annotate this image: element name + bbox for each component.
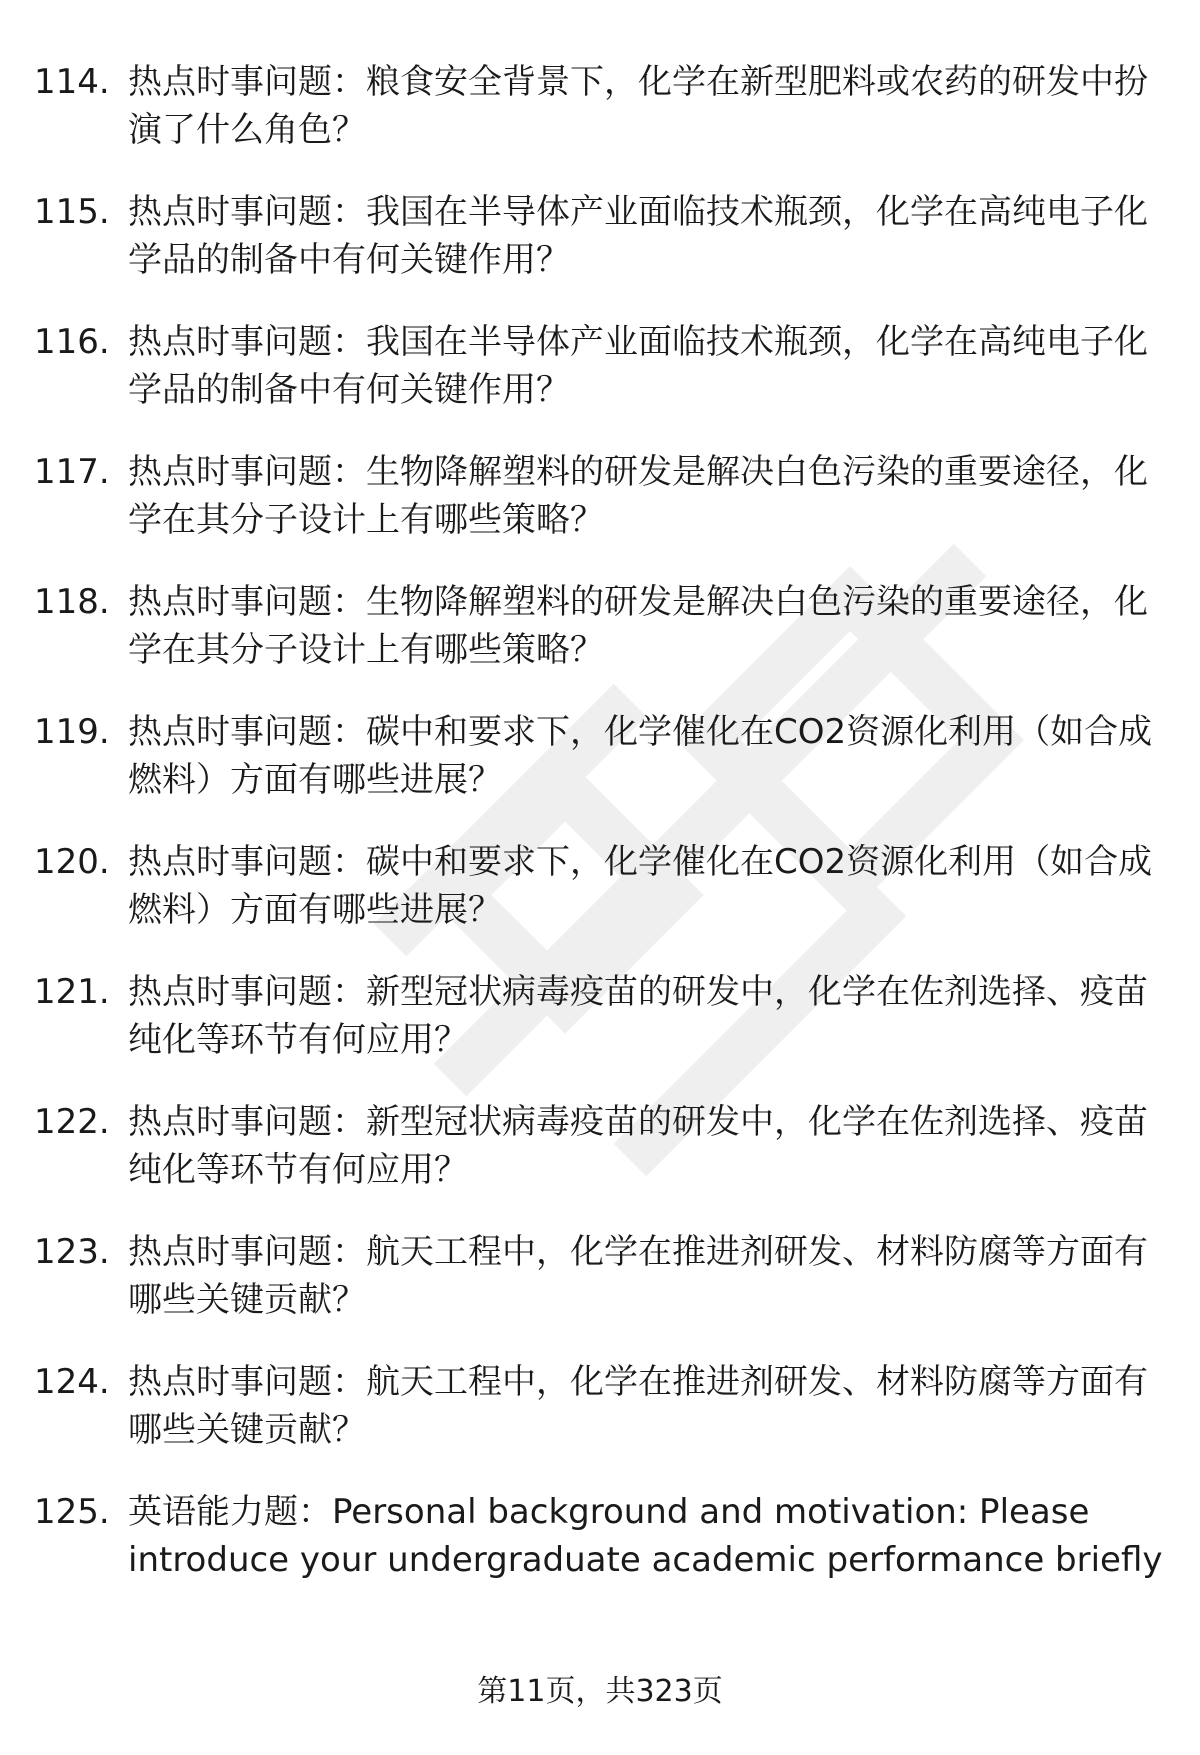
question-item: [34, 188, 1174, 284]
question-text: 热点时事问题：新型冠状病毒疫苗的研发中，化学在佐剂选择、疫苗纯化等环节有何应用？: [128, 972, 1148, 1060]
question-text: 热点时事问题：生物降解塑料的研发是解决白色污染的重要途径，化学在其分子设计上有哪些策略？: [128, 582, 1148, 670]
question-item: [34, 58, 1174, 154]
question-text: 热点时事问题：粮食安全背景下，化学在新型肥料或农药的研发中扮演了什么角色？: [128, 62, 1148, 150]
question-item: [34, 448, 1174, 544]
question-text: 热点时事问题：我国在半导体产业面临技术瓶颈，化学在高纯电子化学品的制备中有何关键作用？: [128, 192, 1148, 280]
question-number: 125.: [34, 1492, 110, 1532]
question-item: [34, 578, 1174, 674]
question-number: 122.: [34, 1102, 110, 1142]
question-item: [34, 1098, 1174, 1194]
question-item: [34, 968, 1174, 1064]
page-footer: 第11页，共323页: [477, 1674, 723, 1709]
question-text: 热点时事问题：碳中和要求下，化学催化在CO2资源化利用（如合成燃料）方面有哪些进展？: [128, 712, 1153, 800]
question-text: 热点时事问题：碳中和要求下，化学催化在CO2资源化利用（如合成燃料）方面有哪些进展？: [128, 842, 1153, 930]
question-list: [34, 58, 1174, 1618]
question-text: 热点时事问题：生物降解塑料的研发是解决白色污染的重要途径，化学在其分子设计上有哪些策略？: [128, 452, 1148, 540]
question-item: [34, 1228, 1174, 1324]
question-item: [34, 708, 1174, 804]
question-text: 英语能力题：Personal background and motivation: Please introduce your undergraduate academic performance briefly: [128, 1492, 1163, 1580]
question-number: 118.: [34, 582, 110, 622]
question-item: [34, 838, 1174, 934]
question-text: 热点时事问题：航天工程中，化学在推进剂研发、材料防腐等方面有哪些关键贡献？: [128, 1362, 1148, 1450]
question-number: 114.: [34, 62, 110, 102]
question-item: [34, 1358, 1174, 1454]
question-text: 热点时事问题：新型冠状病毒疫苗的研发中，化学在佐剂选择、疫苗纯化等环节有何应用？: [128, 1102, 1148, 1190]
question-number: 117.: [34, 452, 110, 492]
question-number: 120.: [34, 842, 110, 882]
question-number: 124.: [34, 1362, 110, 1402]
question-number: 116.: [34, 322, 110, 362]
question-number: 121.: [34, 972, 110, 1012]
question-item: [34, 318, 1174, 414]
question-text: 热点时事问题：我国在半导体产业面临技术瓶颈，化学在高纯电子化学品的制备中有何关键作用？: [128, 322, 1148, 410]
question-text: 热点时事问题：航天工程中，化学在推进剂研发、材料防腐等方面有哪些关键贡献？: [128, 1232, 1148, 1320]
question-item: [34, 1488, 1174, 1584]
question-number: 123.: [34, 1232, 110, 1272]
question-number: 119.: [34, 712, 110, 752]
question-number: 115.: [34, 192, 110, 232]
